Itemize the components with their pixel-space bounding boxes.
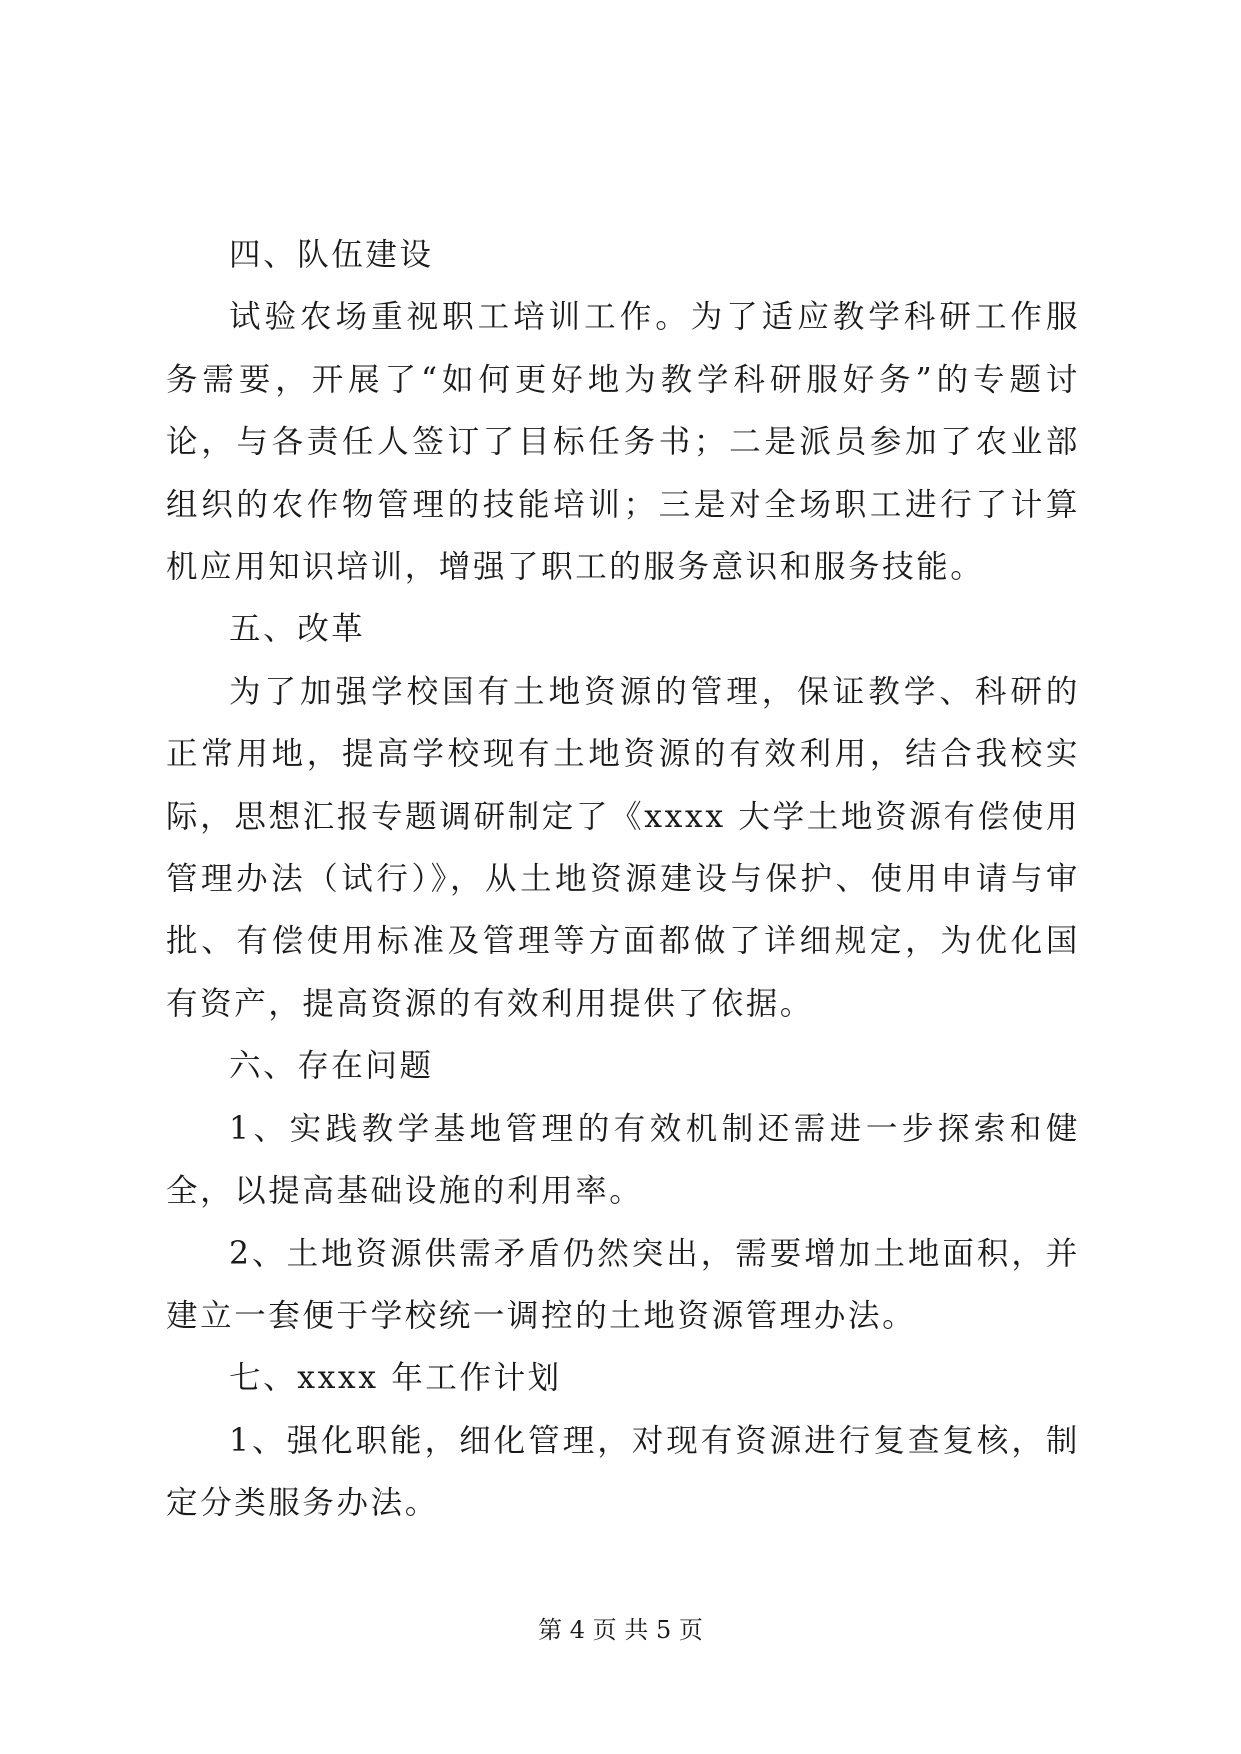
paragraph-problem-2: 2、土地资源供需矛盾仍然突出，需要增加土地面积，并建立一套便于学校统一调控的土地资源管理办法。	[166, 1235, 1080, 1334]
paragraph-staff-training: 试验农场重视职工培训工作。为了适应教学科研工作服务需要，开展了“如何更好地为教学科研服好务”的专题讨论，与各责任人签订了目标任务书；二是派员参加了农业部组织的农作物管理的技能培训；三是对全场职工进行了计算机应用知识培训，增强了职工的服务意识和服务技能。	[166, 299, 1080, 586]
section-heading-work-plan: 七、xxxx 年工作计划	[229, 1360, 562, 1397]
paragraph-plan-1: 1、强化职能，细化管理，对现有资源进行复查复核，制定分类服务办法。	[166, 1422, 1080, 1522]
paragraph-problem-1: 1、实践教学基地管理的有效机制还需进一步探索和健全，以提高基础设施的利用率。	[166, 1110, 1080, 1210]
section-heading-team-building: 四、队伍建设	[229, 237, 434, 273]
section-heading-existing-problems: 六、存在问题	[229, 1048, 434, 1085]
page-footer: 第 4 页 共 5 页	[538, 1616, 703, 1644]
section-heading-reform: 五、改革	[229, 611, 366, 648]
document-body	[166, 224, 1080, 1535]
paragraph-land-resource-reform: 为了加强学校国有土地资源的管理，保证教学、科研的正常用地，提高学校现有土地资源的有效利用，结合我校实际，思想汇报专题调研制定了《xxxx 大学土地资源有偿使用管理办法（试行）》，从土地资源建设与保护、使用申请与审批、有偿使用标准及管理等方面都做了详细规定，为优化国有资产，提高资源的有效利用提供了依据。	[166, 673, 1080, 1022]
